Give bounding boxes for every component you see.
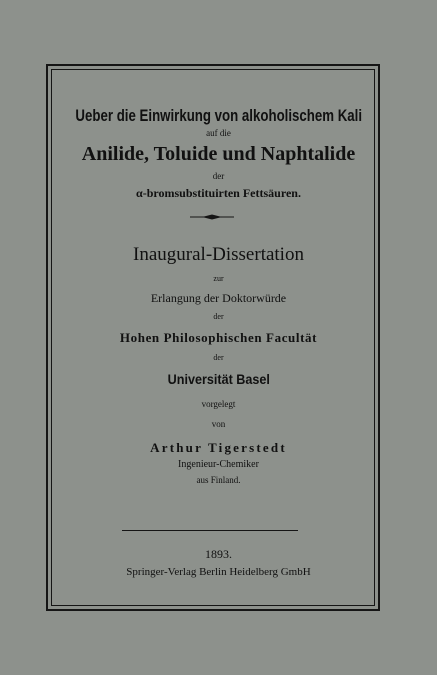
title-main: Anilide, Toluide und Naphtalide: [81, 143, 356, 165]
submitted-text: vorgelegt: [201, 399, 236, 409]
university-name-text: Universität Basel: [167, 371, 270, 387]
imprint-year: 1893.: [205, 547, 232, 561]
title-line-1: [0, 107, 437, 124]
dissertation-heading: Inaugural-Dissertation: [133, 244, 304, 265]
title-line-2: auf die: [206, 128, 231, 138]
author-name: Arthur Tigerstedt: [150, 440, 287, 455]
by-text: von: [211, 419, 226, 429]
title-line-5: α-bromsubstituirten Fettsäuren.: [136, 186, 301, 200]
author-origin: aus Finland.: [196, 475, 241, 485]
ornament-divider: [190, 214, 234, 220]
dissertation-purpose: Erlangung der Doktorwürde: [150, 291, 287, 305]
dissertation-der-2: der: [213, 353, 224, 362]
author-profession: Ingenieur-Chemiker: [178, 459, 259, 470]
title-line-4: der: [212, 171, 225, 181]
imprint-rule: [122, 530, 298, 531]
university-name: [0, 372, 437, 388]
dissertation-der-1: der: [213, 312, 224, 321]
faculty-name: Hohen Philosophischen Facultät: [119, 330, 318, 345]
title-line-1-text: Ueber die Einwirkung von alkoholischem Kali: [75, 106, 362, 125]
publisher-name: Springer-Verlag Berlin Heidelberg GmbH: [126, 566, 311, 578]
dissertation-zur: zur: [213, 274, 224, 283]
